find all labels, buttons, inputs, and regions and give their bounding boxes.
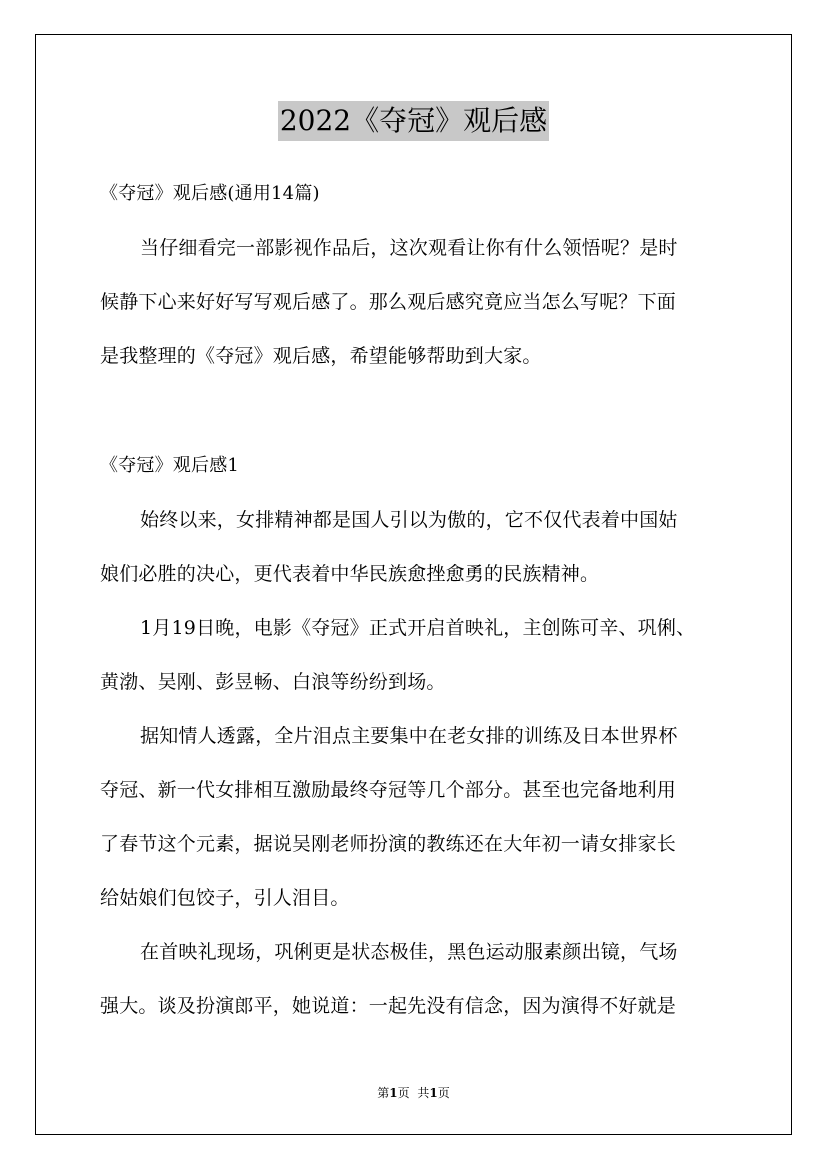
paragraph3-line-2: 夺冠、新一代女排相互激励最终夺冠等几个部分。甚至也完备地利用	[100, 779, 677, 801]
paragraph4-line-1: 在首映礼现场，巩俐更是状态极佳，黑色运动服素颜出镜，气场	[140, 941, 678, 963]
title-container	[0, 101, 827, 141]
section-heading: 《夺冠》观后感1	[100, 455, 240, 476]
document-title: 2022《夺冠》观后感	[278, 101, 549, 141]
page-footer	[0, 1085, 827, 1101]
document-subtitle: 《夺冠》观后感(通用14篇)	[100, 183, 320, 204]
paragraph1-line-2: 娘们必胜的决心，更代表着中华民族愈挫愈勇的民族精神。	[100, 563, 600, 585]
paragraph3-line-3: 了春节这个元素，据说吴刚老师扮演的教练还在大年初一请女排家长	[100, 833, 677, 855]
paragraph2-line-2: 黄渤、吴刚、彭昱畅、白浪等纷纷到场。	[100, 671, 446, 693]
paragraph1-line-1: 始终以来，女排精神都是国人引以为傲的，它不仅代表着中国姑	[140, 509, 678, 531]
page-number: 1	[389, 1086, 398, 1100]
paragraph3-line-4: 给姑娘们包饺子，引人泪目。	[100, 887, 350, 909]
intro-line-3: 是我整理的《夺冠》观后感，希望能够帮助到大家。	[100, 345, 542, 367]
paragraph2-line-1: 1月19日晚，电影《夺冠》正式开启首映礼，主创陈可辛、巩俐、	[140, 617, 696, 639]
paragraph4-line-2: 强大。谈及扮演郎平，她说道：一起先没有信念，因为演得不好就是	[100, 995, 677, 1017]
total-prefix: 共	[417, 1086, 430, 1100]
intro-line-1: 当仔细看完一部影视作品后，这次观看让你有什么领悟呢？是时	[140, 237, 678, 259]
page-suffix: 页	[397, 1086, 410, 1100]
intro-line-2: 候静下心来好好写写观后感了。那么观后感究竟应当怎么写呢？下面	[100, 291, 677, 313]
page-prefix: 第	[377, 1086, 390, 1100]
total-suffix: 页	[437, 1086, 450, 1100]
paragraph3-line-1: 据知情人透露，全片泪点主要集中在老女排的训练及日本世界杯	[140, 725, 678, 747]
total-number: 1	[429, 1086, 438, 1100]
